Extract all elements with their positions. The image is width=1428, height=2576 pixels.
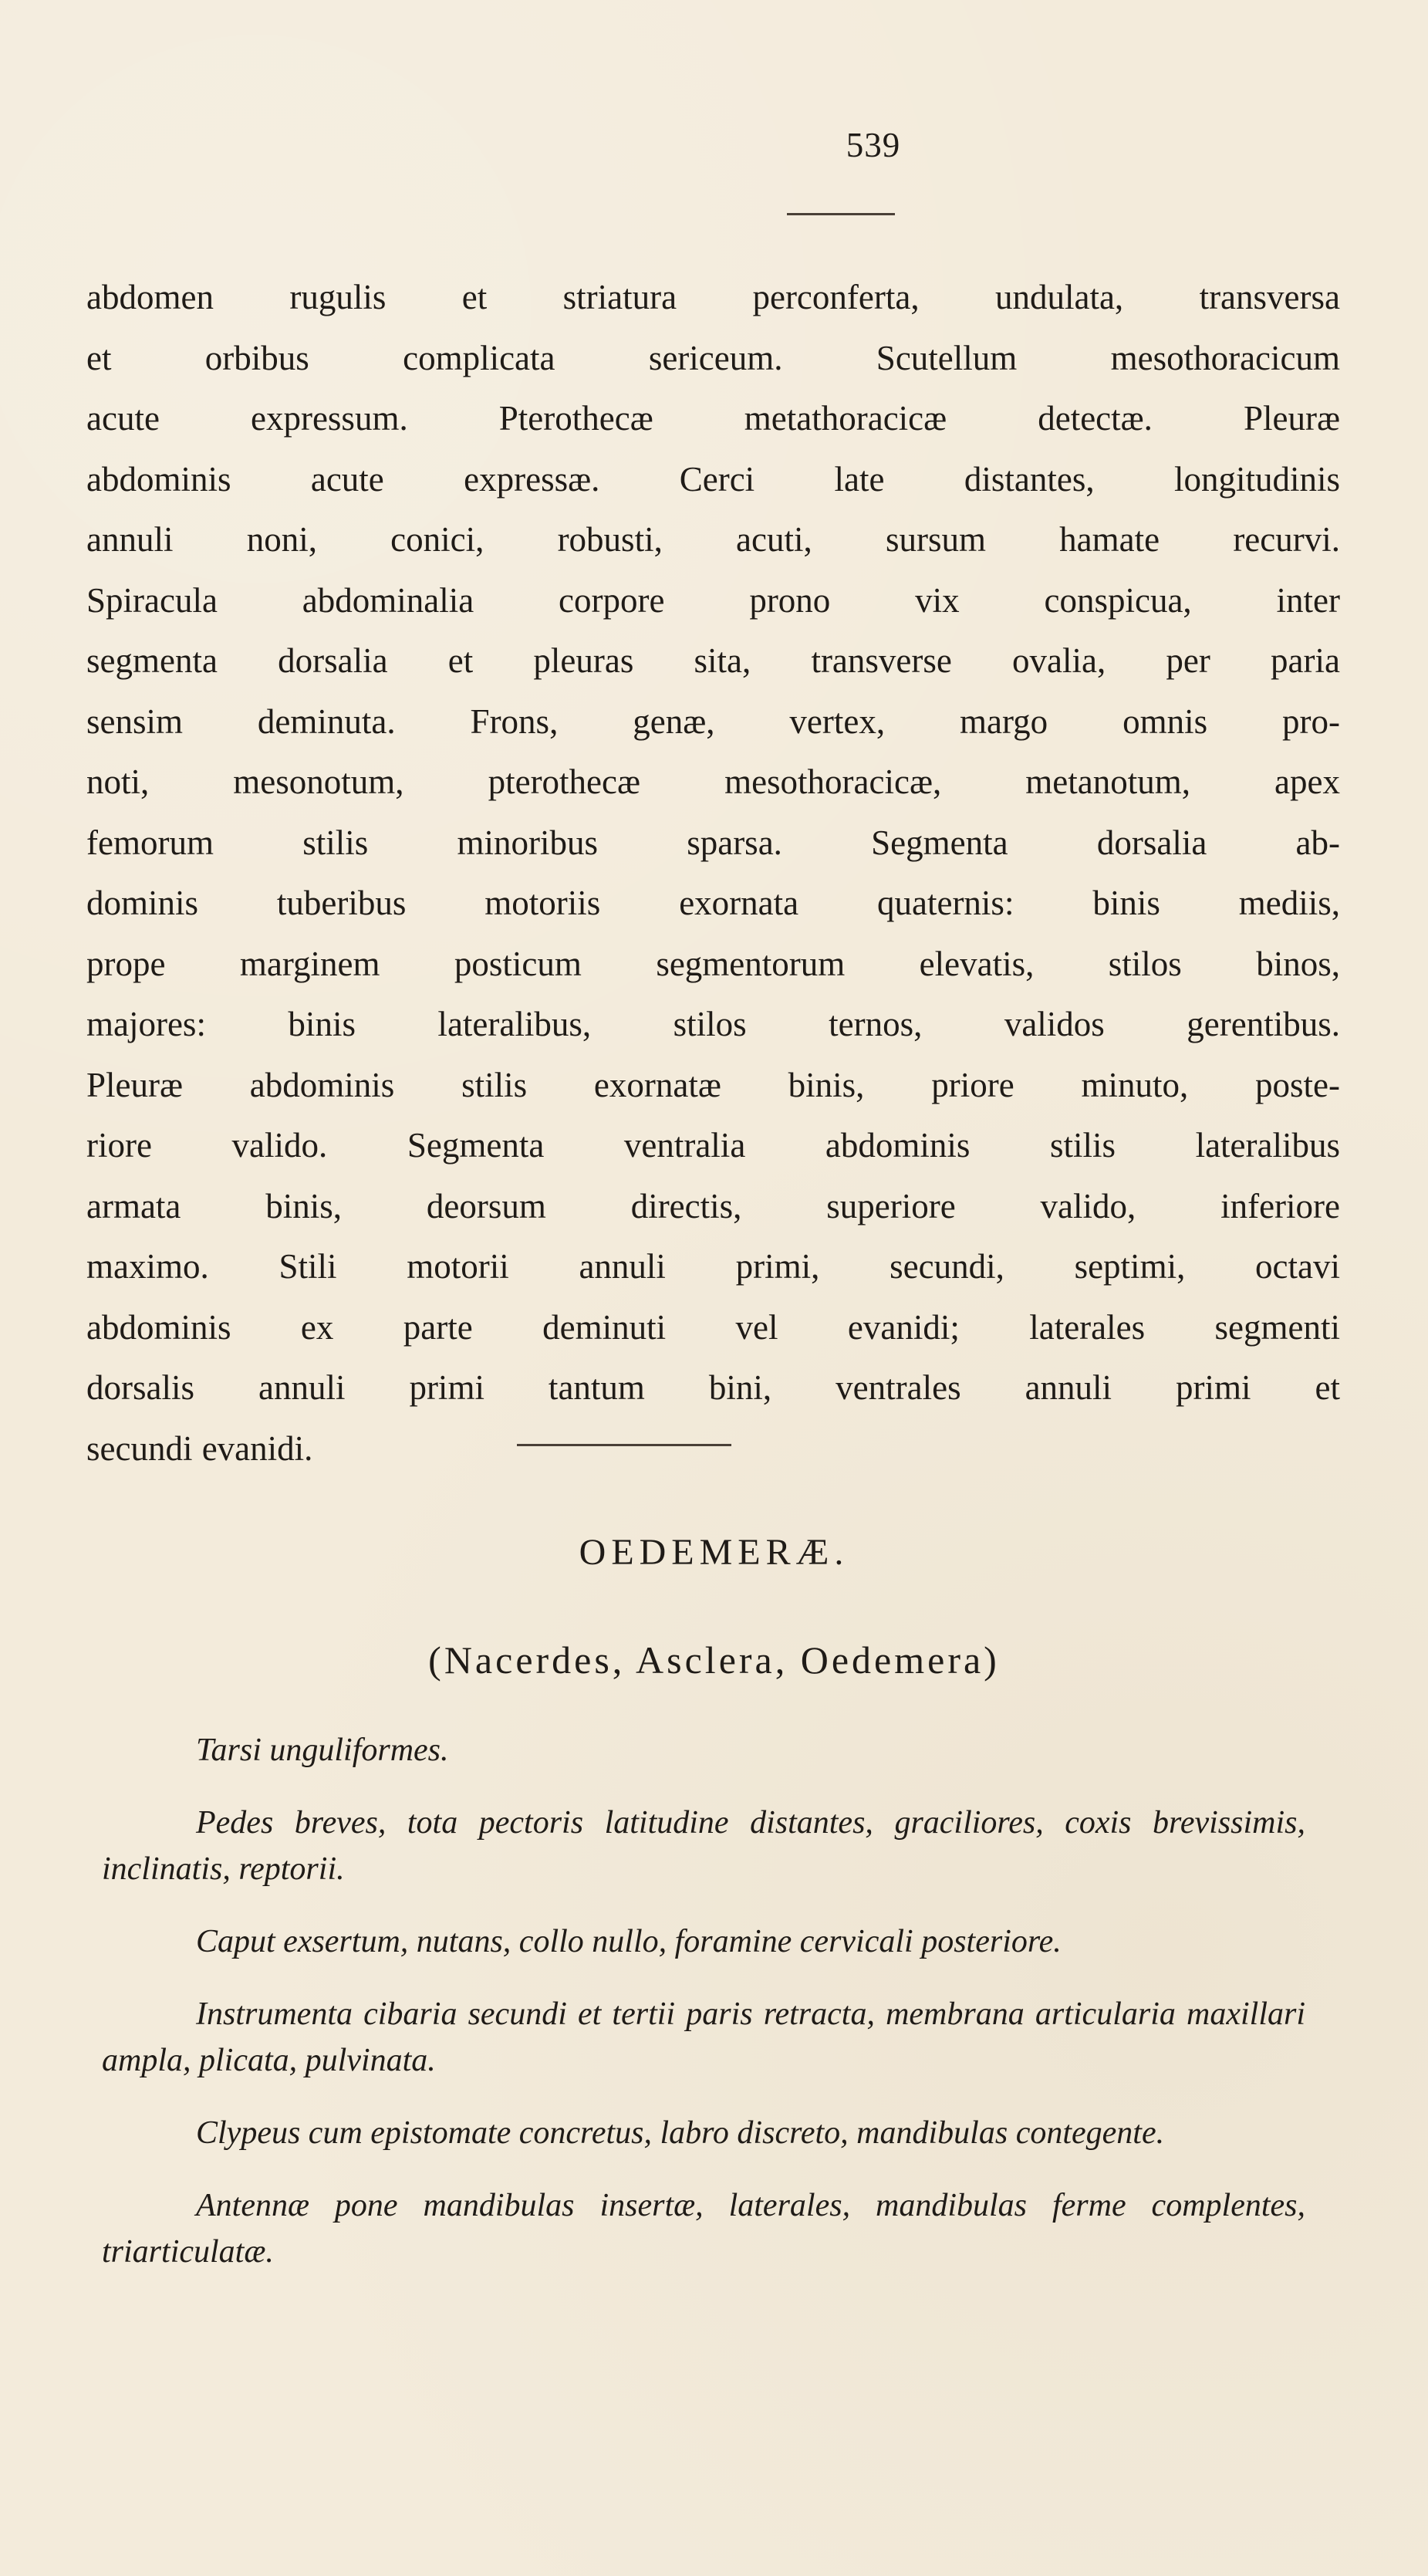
body-line: Pleuræ abdominis stilis exornatæ binis, priore minuto, poste- bbox=[86, 1065, 1340, 1104]
section-title: OEDEMERÆ. bbox=[579, 1532, 849, 1573]
body-line: Spiracula abdominalia corpore prono vix conspicua, inter bbox=[86, 580, 1340, 620]
page-number-underline bbox=[787, 213, 895, 215]
description-entry: Tarsi unguliformes. bbox=[196, 1733, 449, 1768]
section-subtitle: (Nacerdes, Asclera, Oedemera) bbox=[428, 1638, 1000, 1682]
body-line: sensim deminuta. Frons, genæ, vertex, margo omnis pro- bbox=[86, 701, 1340, 741]
body-line: annuli noni, conici, robusti, acuti, sursum hamate recurvi. bbox=[86, 520, 1340, 559]
body-line: dorsalis annuli primi tantum bini, ventrales annuli primi et bbox=[86, 1368, 1340, 1407]
body-line: majores: binis lateralibus, stilos ternos, validos gerentibus. bbox=[86, 1005, 1340, 1043]
body-line: secundi evanidi. bbox=[86, 1428, 313, 1468]
body-line: et orbibus complicata sericeum. Scutellum mesothoracicum bbox=[86, 338, 1340, 377]
body-line: abdominis ex parte deminuti vel evanidi; laterales segmenti bbox=[86, 1307, 1340, 1347]
body-line: armata binis, deorsum directis, superiore valido, inferiore bbox=[86, 1186, 1340, 1225]
description-entry: Instrumenta cibaria secundi et tertii paris retracta, membrana articularia maxillari ampla, plicata, pulvinata. bbox=[102, 1996, 1305, 2078]
body-line: dominis tuberibus motoriis exornata quaternis: binis mediis, bbox=[86, 884, 1340, 922]
body-paragraph bbox=[86, 267, 1340, 1479]
italic-description-block bbox=[102, 1727, 1305, 2275]
body-line: maximo. Stili motorii annuli primi, secundi, septimi, octavi bbox=[86, 1247, 1340, 1286]
description-entry: Antennæ pone mandibulas insertæ, laterales, mandibulas ferme complentes, triarticulatæ. bbox=[102, 2188, 1305, 2270]
body-line: prope marginem posticum segmentorum elevatis, stilos binos, bbox=[86, 944, 1340, 983]
body-line: abdomen rugulis et striatura perconferta, undulata, transversa bbox=[86, 278, 1340, 316]
description-entry: Caput exsertum, nutans, collo nullo, foramine cervicali posteriore. bbox=[196, 1924, 1062, 1959]
page-number: 539 bbox=[846, 126, 901, 164]
body-line: abdominis acute expressæ. Cerci late distantes, longitudinis bbox=[86, 459, 1340, 499]
body-line: segmenta dorsalia et pleuras sita, transverse ovalia, per paria bbox=[86, 641, 1340, 680]
body-line: riore valido. Segmenta ventralia abdominis stilis lateralibus bbox=[86, 1126, 1340, 1165]
body-line: noti, mesonotum, pterothecæ mesothoracicæ, metanotum, apex bbox=[86, 762, 1340, 801]
description-entry: Clypeus cum epistomate concretus, labro discreto, mandibulas contegente. bbox=[196, 2115, 1165, 2151]
body-line: acute expressum. Pterothecæ metathoracicæ detectæ. Pleuræ bbox=[86, 399, 1340, 438]
body-line: femorum stilis minoribus sparsa. Segmenta dorsalia ab- bbox=[86, 823, 1340, 862]
description-entry: Pedes breves, tota pectoris latitudine distantes, graciliores, coxis brevissimis, inclinatis, reptorii. bbox=[102, 1805, 1305, 1887]
section-divider bbox=[517, 1444, 731, 1446]
